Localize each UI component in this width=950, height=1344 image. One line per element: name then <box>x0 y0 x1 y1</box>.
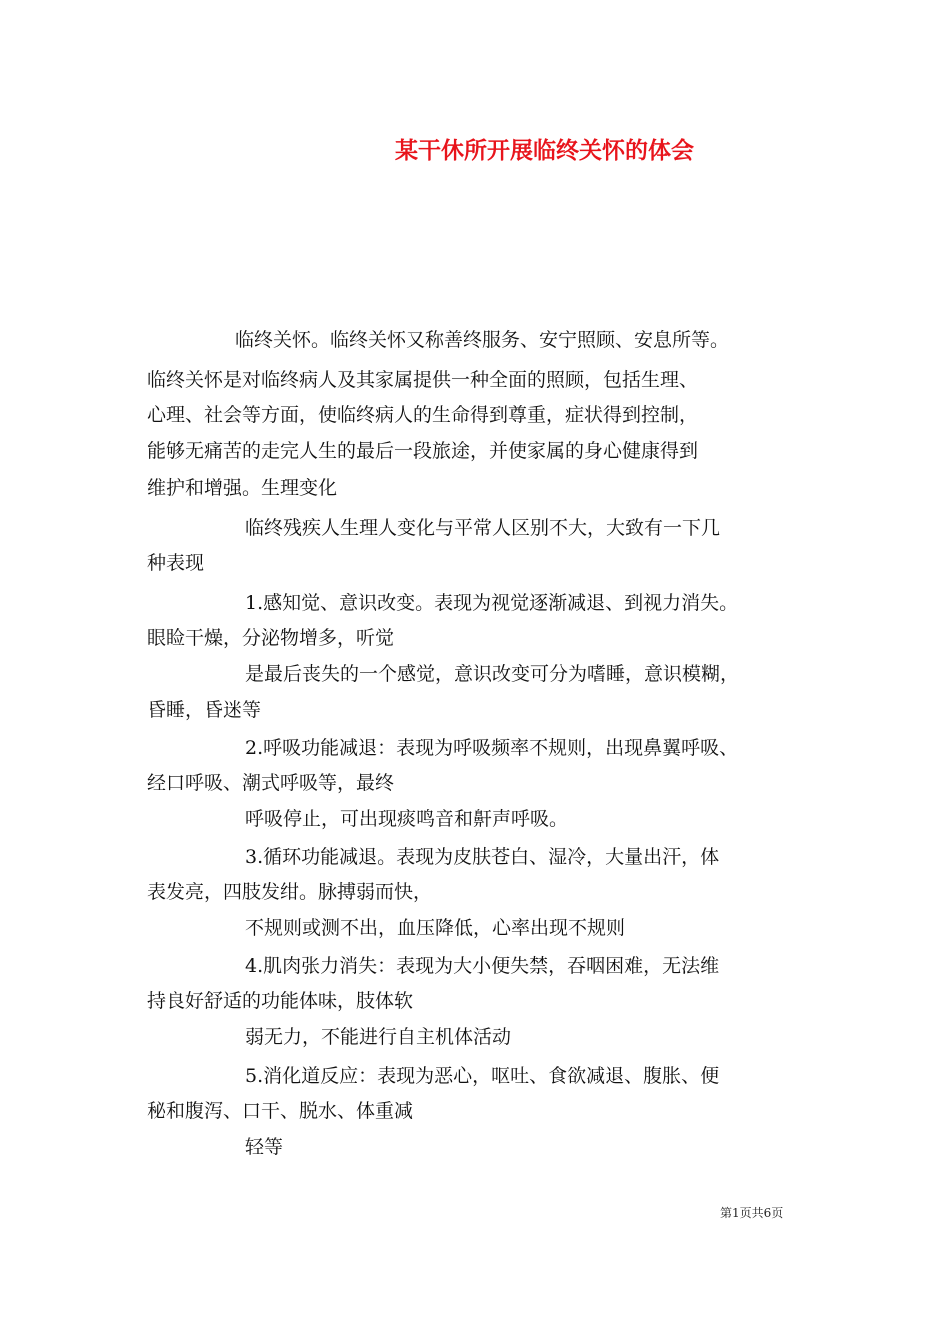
paragraph-line: 种表现 <box>147 552 205 574</box>
paragraph-line: 2.呼吸功能减退：表现为呼吸频率不规则，出现鼻翼呼吸、 <box>245 737 739 759</box>
paragraph-line: 表发亮，四肢发绀。脉搏弱而快， <box>147 881 433 903</box>
paragraph-line: 临终残疾人生理人变化与平常人区别不大，大致有一下几 <box>245 517 721 539</box>
paragraph-line: 临终关怀。临终关怀又称善终服务、安宁照顾、安息所等。 <box>235 329 730 351</box>
document-title: 某干休所开展临终关怀的体会 <box>395 137 694 164</box>
paragraph-line: 经口呼吸、潮式呼吸等，最终 <box>147 772 395 794</box>
paragraph-line: 4.肌肉张力消失：表现为大小便失禁，吞咽困难，无法维 <box>245 955 720 977</box>
page-number: 第1页共6页 <box>720 1206 784 1220</box>
paragraph-line: 是最后丧失的一个感觉，意识改变可分为嗜睡，意识模糊， <box>245 663 740 685</box>
paragraph-line: 轻等 <box>245 1136 284 1158</box>
paragraph-line: 弱无力，不能进行自主机体活动 <box>245 1026 512 1048</box>
paragraph-line: 能够无痛苦的走完人生的最后一段旅途，并使家属的身心健康得到 <box>147 440 699 462</box>
paragraph-line: 持良好舒适的功能体味，肢体软 <box>147 990 414 1012</box>
paragraph-line: 5.消化道反应：表现为恶心，呕吐、食欲减退、腹胀、便 <box>245 1065 720 1087</box>
paragraph-line: 昏睡，昏迷等 <box>147 699 262 721</box>
paragraph-line: 眼睑干燥，分泌物增多，听觉 <box>147 627 395 649</box>
paragraph-line: 呼吸停止，可出现痰鸣音和鼾声呼吸。 <box>245 808 569 830</box>
paragraph-line: 3.循环功能减退。表现为皮肤苍白、湿冷，大量出汗，体 <box>245 846 720 868</box>
paragraph-line: 临终关怀是对临终病人及其家属提供一种全面的照顾，包括生理、 <box>147 369 699 391</box>
paragraph-line: 心理、社会等方面，使临终病人的生命得到尊重，症状得到控制， <box>147 404 699 426</box>
paragraph-line: 秘和腹泻、口干、脱水、体重减 <box>147 1100 414 1122</box>
paragraph-line: 维护和增强。生理变化 <box>147 477 338 499</box>
paragraph-line: 不规则或测不出，血压降低，心率出现不规则 <box>245 917 626 939</box>
paragraph-line: 1.感知觉、意识改变。表现为视觉逐渐减退、到视力消失。 <box>245 592 739 614</box>
